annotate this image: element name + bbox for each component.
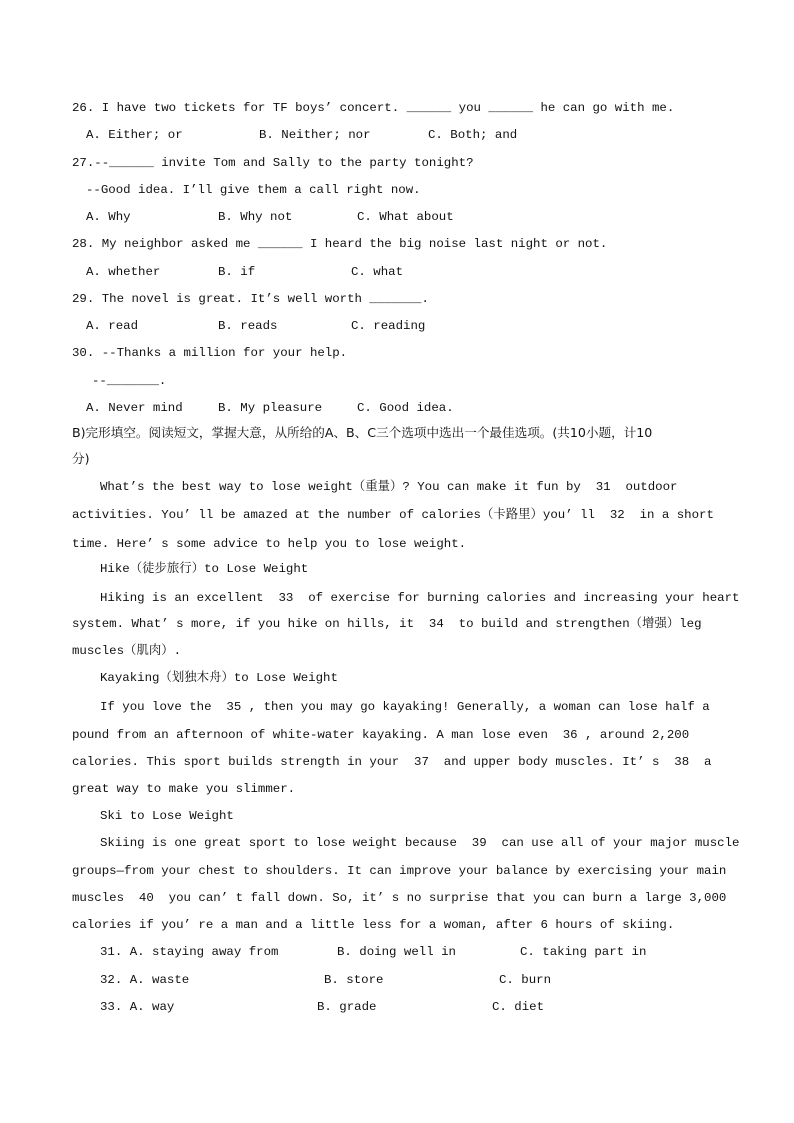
passage-line: pound from an afternoon of white-water kayaking. A man lose even 36 , around 2,200 xyxy=(72,728,690,742)
passage-line: activities. You’ ll be amazed at the number of calories（卡路里）you’ ll 32 in a short xyxy=(72,508,714,522)
subheading-ski: Ski to Lose Weight xyxy=(100,809,234,823)
q28-option-c: C. what xyxy=(351,265,404,279)
q29-option-a: A. read xyxy=(86,319,139,333)
question-26-stem: 26. I have two tickets for TF boys’ concert. ______ you ______ he can go with me. xyxy=(72,101,675,115)
q26-option-b: B. Neither; nor xyxy=(259,128,371,142)
passage-line: Hiking is an excellent 33 of exercise for burning calories and increasing your heart xyxy=(100,591,740,605)
passage-line: What’s the best way to lose weight（重量）? You can make it fun by 31 outdoor xyxy=(100,480,678,494)
question-28-stem: 28. My neighbor asked me ______ I heard the big noise last night or not. xyxy=(72,237,608,251)
passage-line: groups—from your chest to shoulders. It can improve your balance by exercising your main xyxy=(72,864,727,878)
question-27-reply: --Good idea. I’ll give them a call right now. xyxy=(86,183,421,197)
question-27-stem: 27.--______ invite Tom and Sally to the party tonight? xyxy=(72,156,474,170)
question-30-stem: 30. --Thanks a million for your help. xyxy=(72,346,348,360)
q26-option-a: A. Either; or xyxy=(86,128,183,142)
passage-line: calories. This sport builds strength in your 37 and upper body muscles. It’ s 38 a xyxy=(72,755,712,769)
q30-option-a: A. Never mind xyxy=(86,401,183,415)
q33-option-b: B. grade xyxy=(317,1000,377,1014)
q32-option-c: C. burn xyxy=(499,973,552,987)
q28-option-b: B. if xyxy=(218,265,256,279)
section-b-heading-cont: 分) xyxy=(72,451,90,466)
q32-option-b: B. store xyxy=(324,973,384,987)
passage-line: great way to make you slimmer. xyxy=(72,782,296,796)
q27-option-c: C. What about xyxy=(357,210,454,224)
passage-line: Skiing is one great sport to lose weight because 39 can use all of your major muscle xyxy=(100,836,740,850)
question-29-stem: 29. The novel is great. It’s well worth _______. xyxy=(72,292,429,306)
passage-line: system. What’ s more, if you hike on hills, it 34 to build and strengthen（增强）leg xyxy=(72,617,702,631)
passage-line: calories if you’ re a man and a little less for a woman, after 6 hours of skiing. xyxy=(72,918,675,932)
section-b-heading: B)完形填空。阅读短文，掌握大意，从所给的A、B、C三个选项中选出一个最佳选项。(共10小题，计10 xyxy=(72,425,653,440)
q27-option-b: B. Why not xyxy=(218,210,293,224)
question-30-reply: --_______. xyxy=(92,374,167,388)
q33-option-a: 33. A. way xyxy=(100,1000,175,1014)
q31-option-b: B. doing well in xyxy=(337,945,456,959)
q32-option-a: 32. A. waste xyxy=(100,973,190,987)
subheading-hike: Hike（徒步旅行）to Lose Weight xyxy=(100,562,309,576)
q29-option-c: C. reading xyxy=(351,319,426,333)
subheading-kayaking: Kayaking（划独木舟）to Lose Weight xyxy=(100,671,338,685)
passage-line: muscles 40 you can’ t fall down. So, it’ s no surprise that you can burn a large 3,000 xyxy=(72,891,727,905)
q30-option-b: B. My pleasure xyxy=(218,401,323,415)
q28-option-a: A. whether xyxy=(86,265,161,279)
passage-line: If you love the 35 , then you may go kayaking! Generally, a woman can lose half a xyxy=(100,700,710,714)
q29-option-b: B. reads xyxy=(218,319,278,333)
q31-option-a: 31. A. staying away from xyxy=(100,945,279,959)
q26-option-c: C. Both; and xyxy=(428,128,518,142)
q30-option-c: C. Good idea. xyxy=(357,401,454,415)
passage-line: time. Here’ s some advice to help you to lose weight. xyxy=(72,537,467,551)
q27-option-a: A. Why xyxy=(86,210,131,224)
q31-option-c: C. taking part in xyxy=(520,945,647,959)
passage-line: muscles（肌肉）. xyxy=(72,644,182,658)
q33-option-c: C. diet xyxy=(492,1000,545,1014)
